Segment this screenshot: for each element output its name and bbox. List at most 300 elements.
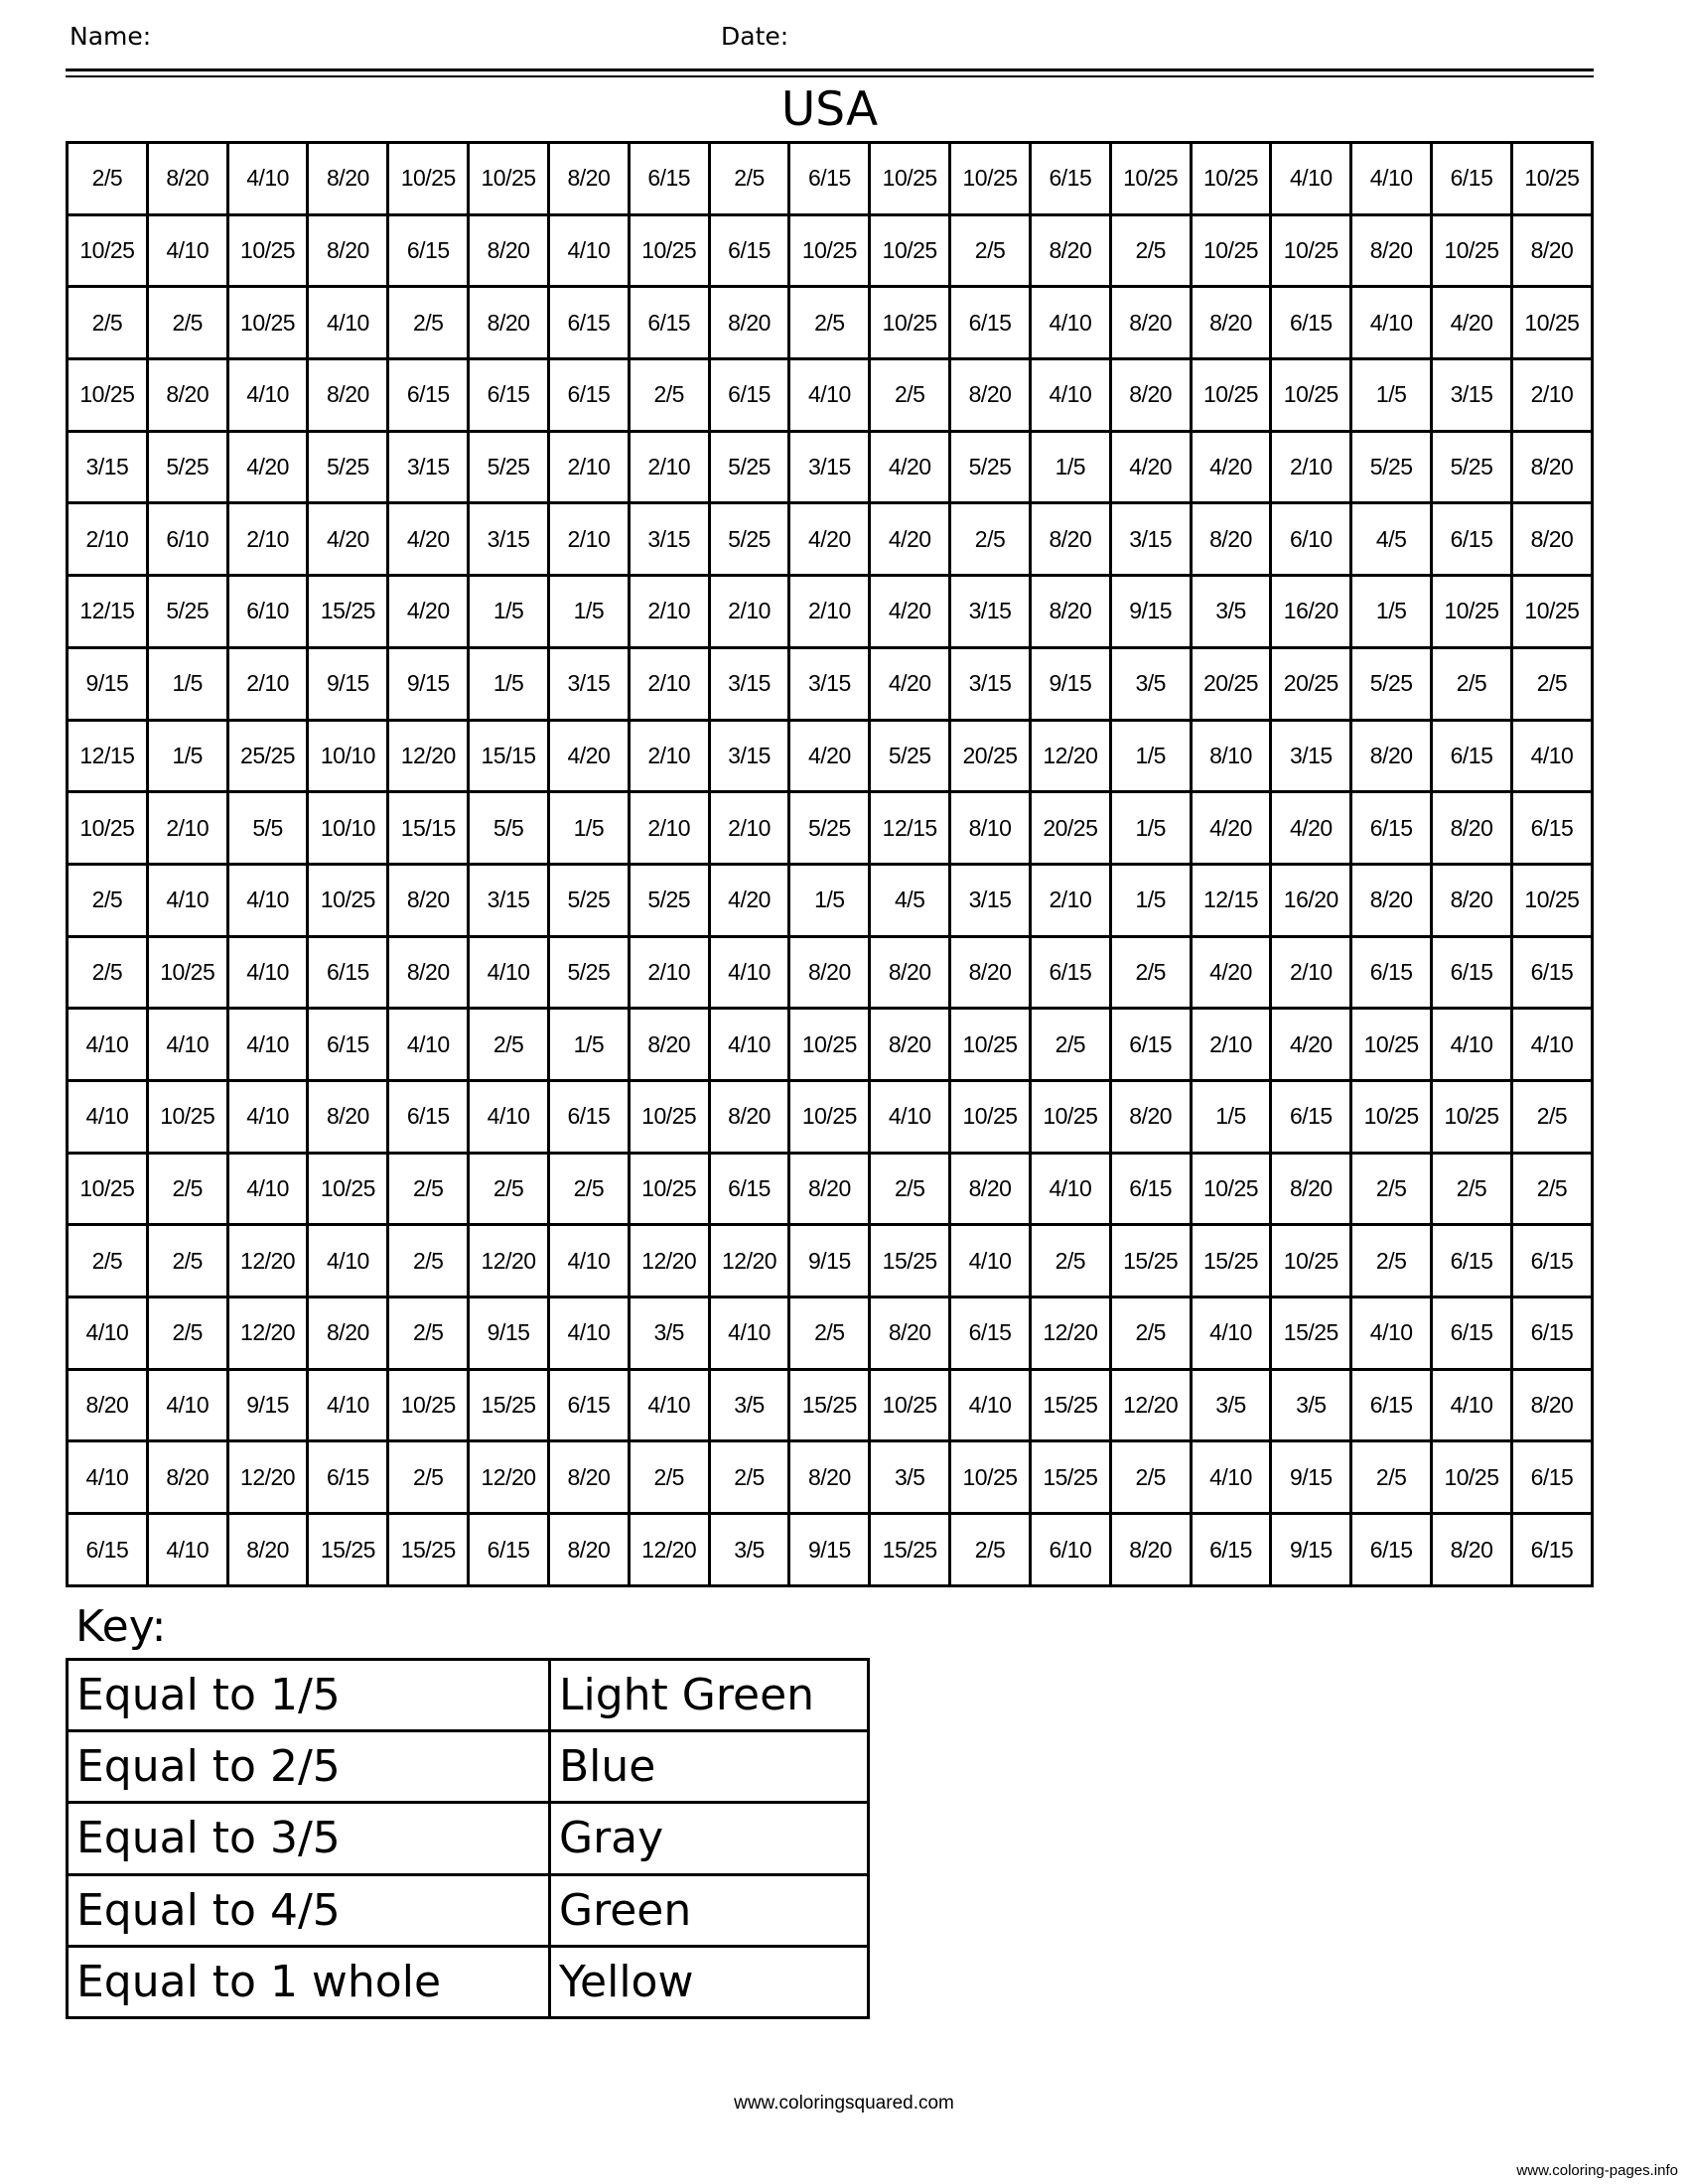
grid-cell: 1/5 [548, 792, 629, 865]
grid-cell: 8/20 [1432, 864, 1512, 936]
grid-cell: 5/25 [950, 431, 1031, 503]
grid-cell: 10/25 [629, 1080, 709, 1153]
grid-cell: 4/10 [388, 1009, 469, 1081]
grid-cell: 10/25 [1271, 1225, 1351, 1297]
grid-cell: 2/5 [1432, 647, 1512, 720]
grid-cell: 2/10 [548, 431, 629, 503]
grid-cell: 6/15 [1511, 1514, 1592, 1586]
grid-cell: 2/5 [1432, 1153, 1512, 1225]
grid-cell: 8/20 [469, 287, 549, 359]
grid-cell: 5/25 [147, 431, 227, 503]
grid-cell: 6/15 [1271, 1080, 1351, 1153]
grid-cell: 4/10 [1271, 143, 1351, 215]
grid-cell: 6/15 [950, 1297, 1031, 1370]
grid-cell: 10/25 [227, 287, 308, 359]
grid-cell: 10/25 [1432, 214, 1512, 287]
grid-cell: 8/20 [789, 1153, 870, 1225]
grid-row [68, 143, 1593, 215]
grid-cell: 2/5 [1110, 936, 1191, 1009]
grid-cell: 4/10 [227, 359, 308, 432]
grid-cell: 10/25 [1271, 359, 1351, 432]
grid-cell: 4/10 [1511, 720, 1592, 792]
grid-cell: 12/20 [469, 1441, 549, 1514]
grid-cell: 6/15 [709, 1153, 789, 1225]
grid-row [68, 1441, 1593, 1514]
grid-cell: 8/20 [1351, 864, 1432, 936]
grid-cell: 4/20 [227, 431, 308, 503]
grid-cell: 4/10 [68, 1441, 148, 1514]
grid-cell: 6/15 [1351, 1369, 1432, 1441]
grid-cell: 6/15 [1432, 1297, 1512, 1370]
grid-cell: 4/10 [1351, 1297, 1432, 1370]
grid-cell: 3/15 [548, 647, 629, 720]
grid-cell: 10/25 [1432, 1441, 1512, 1514]
grid-cell: 3/5 [1110, 647, 1191, 720]
grid-cell: 4/20 [789, 720, 870, 792]
grid-cell: 10/25 [870, 214, 950, 287]
grid-cell: 2/10 [629, 720, 709, 792]
grid-cell: 12/15 [68, 720, 148, 792]
grid-cell: 10/25 [1432, 1080, 1512, 1153]
grid-cell: 3/5 [629, 1297, 709, 1370]
grid-cell: 4/10 [1030, 359, 1110, 432]
grid-cell: 12/20 [227, 1297, 308, 1370]
grid-cell: 2/10 [789, 576, 870, 648]
grid-cell: 8/20 [1511, 214, 1592, 287]
grid-cell: 2/5 [1030, 1009, 1110, 1081]
grid-cell: 2/5 [68, 143, 148, 215]
grid-cell: 3/15 [950, 647, 1031, 720]
grid-cell: 8/20 [1271, 1153, 1351, 1225]
grid-cell: 9/15 [308, 647, 388, 720]
grid-cell: 2/10 [629, 576, 709, 648]
grid-cell: 2/10 [709, 792, 789, 865]
grid-cell: 3/5 [1191, 1369, 1271, 1441]
grid-cell: 10/25 [1191, 143, 1271, 215]
key-label: Key: [75, 1601, 167, 1652]
grid-cell: 1/5 [548, 1009, 629, 1081]
grid-cell: 2/10 [548, 503, 629, 576]
grid-cell: 9/15 [227, 1369, 308, 1441]
grid-cell: 6/15 [1432, 1225, 1512, 1297]
grid-row [68, 1009, 1593, 1081]
grid-cell: 4/10 [308, 1369, 388, 1441]
grid-cell: 6/15 [629, 143, 709, 215]
grid-cell: 8/20 [1511, 503, 1592, 576]
grid-cell: 4/20 [1191, 431, 1271, 503]
grid-cell: 2/5 [388, 1297, 469, 1370]
grid-cell: 5/25 [147, 576, 227, 648]
grid-cell: 6/15 [1110, 1153, 1191, 1225]
grid-cell: 6/15 [1110, 1009, 1191, 1081]
grid-cell: 10/25 [950, 1080, 1031, 1153]
grid-cell: 10/25 [1271, 214, 1351, 287]
key-condition: Equal to 3/5 [68, 1803, 550, 1874]
grid-cell: 6/10 [1030, 1514, 1110, 1586]
grid-cell: 8/20 [548, 1514, 629, 1586]
grid-cell: 4/10 [1511, 1009, 1592, 1081]
grid-cell: 4/10 [548, 1225, 629, 1297]
grid-cell: 6/15 [1030, 936, 1110, 1009]
key-color-name: Blue [550, 1731, 869, 1803]
grid-cell: 15/25 [308, 576, 388, 648]
grid-cell: 8/20 [1191, 503, 1271, 576]
grid-cell: 2/5 [388, 1225, 469, 1297]
grid-cell: 8/20 [388, 936, 469, 1009]
grid-cell: 10/25 [227, 214, 308, 287]
grid-cell: 5/5 [469, 792, 549, 865]
grid-cell: 4/10 [227, 864, 308, 936]
grid-cell: 20/25 [1271, 647, 1351, 720]
grid-cell: 20/25 [1191, 647, 1271, 720]
grid-cell: 2/5 [1110, 1297, 1191, 1370]
grid-cell: 8/20 [227, 1514, 308, 1586]
grid-cell: 6/15 [1432, 503, 1512, 576]
grid-cell: 8/20 [709, 1080, 789, 1153]
grid-cell: 2/5 [147, 1153, 227, 1225]
grid-cell: 9/15 [469, 1297, 549, 1370]
grid-cell: 3/15 [950, 864, 1031, 936]
grid-cell: 10/25 [1351, 1080, 1432, 1153]
grid-cell: 3/15 [68, 431, 148, 503]
grid-cell: 10/25 [950, 1009, 1031, 1081]
grid-row [68, 431, 1593, 503]
grid-cell: 20/25 [1030, 792, 1110, 865]
header-rule-thick [66, 68, 1594, 71]
grid-cell: 4/20 [1191, 936, 1271, 1009]
grid-cell: 4/20 [870, 431, 950, 503]
grid-cell: 5/25 [1351, 431, 1432, 503]
grid-cell: 5/25 [1351, 647, 1432, 720]
grid-cell: 4/10 [227, 936, 308, 1009]
grid-cell: 3/15 [709, 720, 789, 792]
grid-cell: 1/5 [1351, 359, 1432, 432]
grid-cell: 10/25 [147, 936, 227, 1009]
grid-cell: 4/10 [1191, 1297, 1271, 1370]
grid-cell: 10/25 [950, 1441, 1031, 1514]
grid-row [68, 1225, 1593, 1297]
grid-cell: 8/20 [1351, 720, 1432, 792]
grid-cell: 3/5 [709, 1514, 789, 1586]
grid-cell: 6/15 [548, 287, 629, 359]
grid-cell: 6/15 [548, 1369, 629, 1441]
grid-cell: 6/15 [1432, 720, 1512, 792]
grid-cell: 2/5 [469, 1009, 549, 1081]
grid-cell: 2/5 [1351, 1153, 1432, 1225]
grid-cell: 10/25 [1432, 576, 1512, 648]
grid-cell: 2/5 [870, 1153, 950, 1225]
date-label: Date: [721, 22, 789, 51]
grid-cell: 8/20 [709, 287, 789, 359]
grid-cell: 4/20 [1432, 287, 1512, 359]
key-row [68, 1803, 869, 1874]
key-row [68, 1946, 869, 2017]
grid-cell: 5/25 [1432, 431, 1512, 503]
grid-cell: 2/10 [1271, 936, 1351, 1009]
grid-cell: 3/15 [950, 576, 1031, 648]
grid-cell: 9/15 [68, 647, 148, 720]
grid-cell: 2/5 [1351, 1225, 1432, 1297]
grid-cell: 4/10 [709, 936, 789, 1009]
grid-cell: 1/5 [1191, 1080, 1271, 1153]
grid-cell: 8/20 [789, 1441, 870, 1514]
grid-cell: 10/25 [68, 214, 148, 287]
grid-cell: 8/20 [870, 936, 950, 1009]
grid-cell: 8/20 [147, 1441, 227, 1514]
grid-cell: 1/5 [147, 647, 227, 720]
grid-cell: 6/15 [1271, 287, 1351, 359]
grid-cell: 6/15 [308, 936, 388, 1009]
grid-cell: 2/5 [950, 214, 1031, 287]
grid-cell: 15/25 [870, 1225, 950, 1297]
grid-cell: 12/20 [469, 1225, 549, 1297]
grid-row [68, 1514, 1593, 1586]
grid-cell: 9/15 [1030, 647, 1110, 720]
fraction-grid [66, 141, 1594, 1587]
grid-cell: 8/20 [308, 1080, 388, 1153]
key-row [68, 1731, 869, 1803]
key-row [68, 1660, 869, 1731]
grid-cell: 10/25 [1351, 1009, 1432, 1081]
grid-cell: 8/10 [1191, 720, 1271, 792]
grid-cell: 3/15 [388, 431, 469, 503]
grid-cell: 6/15 [950, 287, 1031, 359]
grid-cell: 2/5 [950, 1514, 1031, 1586]
grid-cell: 2/5 [388, 1441, 469, 1514]
grid-cell: 8/20 [1110, 359, 1191, 432]
grid-cell: 1/5 [1110, 792, 1191, 865]
grid-cell: 16/20 [1271, 576, 1351, 648]
grid-cell: 4/20 [388, 576, 469, 648]
grid-cell: 20/25 [950, 720, 1031, 792]
grid-cell: 4/20 [1271, 792, 1351, 865]
grid-cell: 3/15 [789, 647, 870, 720]
grid-cell: 10/25 [950, 143, 1031, 215]
grid-cell: 2/5 [147, 287, 227, 359]
grid-cell: 12/20 [227, 1225, 308, 1297]
grid-cell: 2/10 [1030, 864, 1110, 936]
grid-cell: 1/5 [147, 720, 227, 792]
grid-cell: 6/15 [308, 1009, 388, 1081]
grid-cell: 4/10 [709, 1297, 789, 1370]
grid-cell: 4/20 [308, 503, 388, 576]
grid-cell: 2/5 [68, 936, 148, 1009]
grid-cell: 4/10 [1351, 287, 1432, 359]
grid-cell: 2/5 [388, 287, 469, 359]
grid-cell: 10/25 [1191, 359, 1271, 432]
grid-cell: 2/10 [1271, 431, 1351, 503]
grid-cell: 8/20 [1511, 1369, 1592, 1441]
grid-cell: 6/15 [1351, 936, 1432, 1009]
grid-cell: 1/5 [1110, 720, 1191, 792]
grid-cell: 2/5 [68, 287, 148, 359]
grid-cell: 2/10 [629, 792, 709, 865]
key-condition: Equal to 1/5 [68, 1660, 550, 1731]
grid-cell: 4/10 [548, 1297, 629, 1370]
grid-cell: 12/15 [68, 576, 148, 648]
grid-cell: 1/5 [469, 576, 549, 648]
grid-cell: 6/15 [469, 1514, 549, 1586]
grid-cell: 2/5 [870, 359, 950, 432]
grid-cell: 8/20 [469, 214, 549, 287]
grid-cell: 6/10 [1271, 503, 1351, 576]
grid-cell: 3/15 [629, 503, 709, 576]
grid-row [68, 792, 1593, 865]
grid-cell: 8/20 [1191, 287, 1271, 359]
grid-cell: 1/5 [1351, 576, 1432, 648]
grid-row [68, 936, 1593, 1009]
grid-cell: 9/15 [789, 1514, 870, 1586]
grid-cell: 4/10 [1030, 1153, 1110, 1225]
grid-cell: 4/10 [147, 1009, 227, 1081]
grid-cell: 4/10 [68, 1297, 148, 1370]
grid-row [68, 1297, 1593, 1370]
grid-cell: 3/15 [789, 431, 870, 503]
grid-cell: 6/15 [548, 359, 629, 432]
grid-cell: 6/15 [1432, 936, 1512, 1009]
key-condition: Equal to 1 whole [68, 1946, 550, 2017]
key-row [68, 1874, 869, 1946]
grid-cell: 3/5 [709, 1369, 789, 1441]
grid-cell: 2/10 [709, 576, 789, 648]
grid-cell: 4/20 [1110, 431, 1191, 503]
grid-cell: 4/20 [1271, 1009, 1351, 1081]
grid-cell: 15/25 [789, 1369, 870, 1441]
grid-cell: 8/20 [308, 1297, 388, 1370]
grid-cell: 10/25 [1511, 287, 1592, 359]
footer-url: www.coloringsquared.com [734, 2093, 954, 2114]
grid-cell: 15/15 [388, 792, 469, 865]
grid-cell: 4/10 [870, 1080, 950, 1153]
key-condition: Equal to 4/5 [68, 1874, 550, 1946]
grid-cell: 6/15 [1191, 1514, 1271, 1586]
grid-row [68, 1080, 1593, 1153]
grid-cell: 10/25 [789, 214, 870, 287]
grid-cell: 8/20 [950, 936, 1031, 1009]
watermark: www.coloring-pages.info [1516, 2162, 1678, 2179]
key-color-name: Light Green [550, 1660, 869, 1731]
grid-cell: 4/10 [709, 1009, 789, 1081]
grid-cell: 8/20 [147, 143, 227, 215]
grid-cell: 4/10 [308, 1225, 388, 1297]
grid-cell: 6/10 [147, 503, 227, 576]
grid-cell: 4/20 [1191, 792, 1271, 865]
grid-cell: 6/15 [1432, 143, 1512, 215]
grid-cell: 5/25 [789, 792, 870, 865]
grid-cell: 8/20 [1030, 214, 1110, 287]
grid-cell: 8/20 [1110, 287, 1191, 359]
grid-row [68, 647, 1593, 720]
grid-cell: 2/5 [1511, 647, 1592, 720]
grid-cell: 3/15 [469, 503, 549, 576]
grid-cell: 4/10 [469, 1080, 549, 1153]
grid-cell: 2/5 [1511, 1153, 1592, 1225]
grid-row [68, 287, 1593, 359]
grid-cell: 10/25 [1110, 143, 1191, 215]
grid-cell: 9/15 [1271, 1441, 1351, 1514]
grid-cell: 6/10 [227, 576, 308, 648]
grid-cell: 10/25 [469, 143, 549, 215]
grid-cell: 10/25 [1511, 864, 1592, 936]
grid-cell: 5/25 [548, 936, 629, 1009]
grid-cell: 15/25 [388, 1514, 469, 1586]
grid-cell: 6/15 [1511, 1441, 1592, 1514]
grid-cell: 4/10 [950, 1369, 1031, 1441]
grid-cell: 3/5 [870, 1441, 950, 1514]
grid-cell: 2/10 [147, 792, 227, 865]
grid-cell: 2/5 [1351, 1441, 1432, 1514]
name-label: Name: [70, 22, 152, 51]
grid-cell: 4/10 [469, 936, 549, 1009]
grid-cell: 8/20 [870, 1297, 950, 1370]
grid-cell: 2/10 [629, 936, 709, 1009]
grid-cell: 8/20 [308, 359, 388, 432]
page-title: USA [780, 82, 879, 137]
grid-cell: 6/15 [308, 1441, 388, 1514]
grid-cell: 4/10 [950, 1225, 1031, 1297]
grid-cell: 8/20 [147, 359, 227, 432]
key-condition: Equal to 2/5 [68, 1731, 550, 1803]
grid-cell: 5/25 [709, 431, 789, 503]
grid-cell: 10/25 [388, 143, 469, 215]
key-color-name: Yellow [550, 1946, 869, 2017]
grid-cell: 8/20 [950, 1153, 1031, 1225]
grid-cell: 12/20 [629, 1225, 709, 1297]
grid-row [68, 576, 1593, 648]
grid-cell: 16/20 [1271, 864, 1351, 936]
grid-cell: 1/5 [469, 647, 549, 720]
grid-cell: 10/25 [629, 1153, 709, 1225]
grid-cell: 8/20 [1511, 431, 1592, 503]
grid-cell: 2/5 [1511, 1080, 1592, 1153]
grid-cell: 10/25 [308, 864, 388, 936]
grid-cell: 10/25 [1030, 1080, 1110, 1153]
grid-cell: 10/25 [1511, 143, 1592, 215]
grid-cell: 3/15 [709, 647, 789, 720]
grid-row [68, 359, 1593, 432]
grid-cell: 6/15 [548, 1080, 629, 1153]
grid-cell: 15/15 [469, 720, 549, 792]
grid-cell: 1/5 [548, 576, 629, 648]
grid-cell: 6/15 [1511, 792, 1592, 865]
grid-cell: 4/10 [308, 287, 388, 359]
grid-row [68, 864, 1593, 936]
grid-cell: 5/25 [709, 503, 789, 576]
grid-cell: 2/10 [1511, 359, 1592, 432]
grid-cell: 4/10 [1351, 143, 1432, 215]
grid-cell: 4/20 [388, 503, 469, 576]
grid-cell: 2/5 [68, 864, 148, 936]
grid-cell: 8/20 [1110, 1514, 1191, 1586]
grid-cell: 2/5 [629, 359, 709, 432]
grid-cell: 6/15 [1511, 1297, 1592, 1370]
grid-cell: 15/25 [1030, 1441, 1110, 1514]
grid-cell: 4/10 [1432, 1369, 1512, 1441]
grid-cell: 8/20 [629, 1009, 709, 1081]
grid-cell: 4/5 [870, 864, 950, 936]
grid-cell: 4/10 [147, 864, 227, 936]
grid-cell: 10/25 [68, 792, 148, 865]
grid-cell: 6/15 [629, 287, 709, 359]
grid-cell: 2/10 [629, 647, 709, 720]
grid-cell: 15/25 [308, 1514, 388, 1586]
grid-cell: 8/20 [1110, 1080, 1191, 1153]
grid-cell: 6/15 [1351, 1514, 1432, 1586]
grid-cell: 4/10 [1191, 1441, 1271, 1514]
grid-cell: 2/5 [789, 1297, 870, 1370]
grid-cell: 4/20 [548, 720, 629, 792]
grid-cell: 5/5 [227, 792, 308, 865]
